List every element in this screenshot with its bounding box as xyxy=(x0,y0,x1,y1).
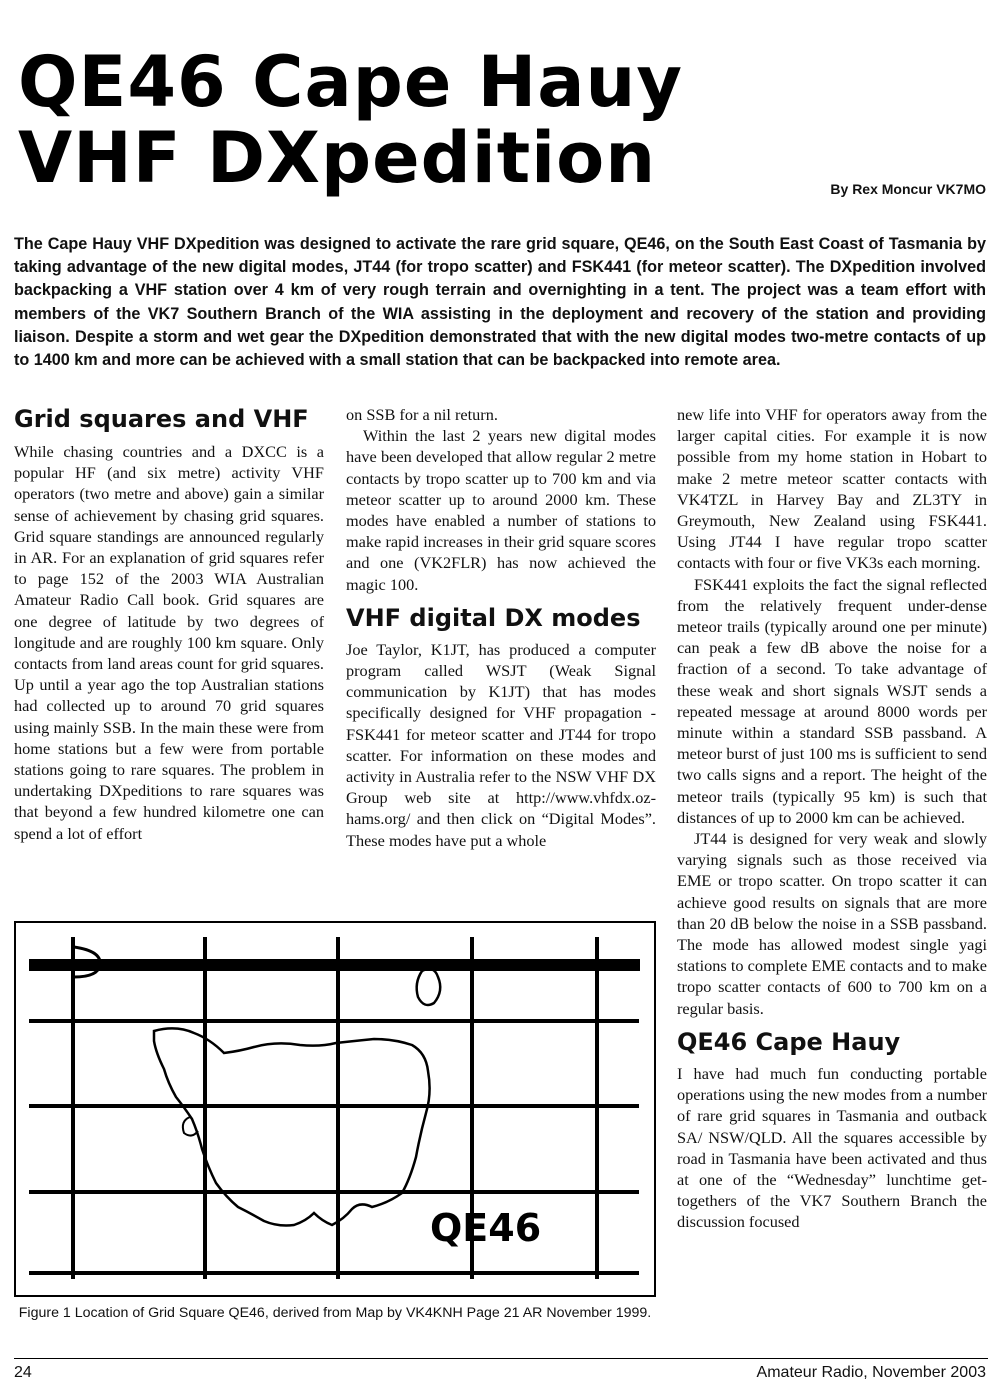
paragraph: Joe Taylor, K1JT, has produced a computer program called WSJT (Weak Signal communication by K1JT) that has modes specifically designed for VHF propagation - FSK441 for meteor scatter and JT44 for tropo scatter. For information on these modes and activity in Australia refer to the NSW VHF DX Group web site at http://www.vhfdx.oz-hams.org/ and then click on “Digital Modes”. These modes have put a whole xyxy=(346,639,656,850)
section-heading-grid-squares: Grid squares and VHF xyxy=(14,405,309,433)
paragraph: new life into VHF for operators away from the larger capital cities. For example it is now possible from my home station in Hobart to make 2 metre meteor scatter contacts with VK4TZL in Harvey Bay and ZL3TY in Greymouth, New Zealand using FSK441. Using JT44 I have regular tropo scatter contacts with four or five VK3s each morning. xyxy=(677,405,987,573)
column-1 xyxy=(14,404,324,844)
section-heading-cape-hauy: QE46 Cape Hauy xyxy=(677,1027,901,1056)
map-grid-label: QE46 xyxy=(430,1206,542,1250)
paragraph: on SSB for a nil return. xyxy=(346,405,498,424)
paragraph: While chasing countries and a DXCC is a popular HF (and six metre) activity VHF operators (two metre and above) gain a similar sense of achievement by chasing grid squares. Grid square standings are announced regularly in AR. For an explanation of grid squares refer to page 152 of the 2003 WIA Australian Amateur Radio Call book. Grid squares are one degree of latitude by two degrees of longitude and are roughly 100 km square. Only contacts from land areas count for grid squares. Up until a year ago the top Australian stations had collected up to around 70 grid squares using mainly SSB. In the main these were from home stations but a few were from portable stations going to rare squares. The problem in undertaking DXpeditions to rare squares was that beyond a few hundred kilometre one can spend a lot of effort xyxy=(14,442,324,843)
footer-rule xyxy=(14,1358,988,1359)
paragraph: Within the last 2 years new digital modes have been developed that allow regular 2 metre contacts by tropo scatter up to 700 km and via meteor scatter up to around 2000 km. These modes have enabled a number of stations to make rapid increases in their grid square scores and one (VK2FLR) has now achieved the magic 100. xyxy=(346,426,656,594)
section-heading-digital-modes: VHF digital DX modes xyxy=(346,603,641,632)
paragraph: FSK441 exploits the fact the signal reflected from the relatively frequent under-dense meteor trails (typically around one per minute) can peak a few dB above the noise for a fraction of a second. To take advantage of these weak and short signals WSJT sends a repeated message at around 8000 words per minute within a standard SSB passband. A meteor burst of just 100 ms is sufficient to send two calls signs and a report. The height of the meteor trails (typically 95 km) is such that distances of up to 2000 km can be achieved. xyxy=(677,574,987,827)
column-3 xyxy=(677,404,987,1233)
title-line-2: VHF DXpedition xyxy=(18,117,657,199)
page-number: 24 xyxy=(14,1364,32,1381)
lead-paragraph: The Cape Hauy VHF DXpedition was designed to activate the rare grid square, QE46, on the South East Coast of Tasmania by taking advantage of the new digital modes, JT44 (for tropo scatter) and FSK441 (for meteor scatter). The DXpedition involved backpacking a VHF station over 4 km of very rough terrain and overnighting in a tent. The project was a team effort with members of the VK7 Southern Branch of the WIA assisting in the deployment and recovery of the station and providing liaison. Despite a storm and wet gear the DXpedition demonstrated that with the new digital modes two-metre contacts of up to 1400 km and more can be achieved with a small station that can be backpacked into remote area. xyxy=(14,235,986,370)
title-line-1: QE46 Cape Hauy xyxy=(18,41,683,123)
paragraph: JT44 is designed for very weak and slowly varying signals such as those received via EME or tropo scatter. On tropo scatter it can achieve good results on signals that are more than 20 dB below the noise in a SSB passband. The mode has allowed modest single yagi stations to complete EME contacts and to make tropo scatter contacts of 600 to 700 km on a regular basis. xyxy=(677,829,987,1018)
byline: By Rex Moncur VK7MO xyxy=(830,181,986,197)
publication-footer: Amateur Radio, November 2003 xyxy=(756,1364,986,1381)
figure-caption: Figure 1 Location of Grid Square QE46, derived from Map by VK4KNH Page 21 AR November 1999. xyxy=(18,1305,652,1321)
column-2 xyxy=(346,404,656,851)
paragraph: I have had much fun conducting portable operations using the new modes from a number of rare grid squares in Tasmania and outback SA/ NSW/QLD. All the squares accessible by road in Tasmania have been activated and thus at one of the “Wednesday” lunchtime get-togethers of the VK7 Southern Branch the discussion focused xyxy=(677,1063,987,1232)
grid-map-image xyxy=(14,921,656,1297)
figure-map xyxy=(14,921,656,1297)
